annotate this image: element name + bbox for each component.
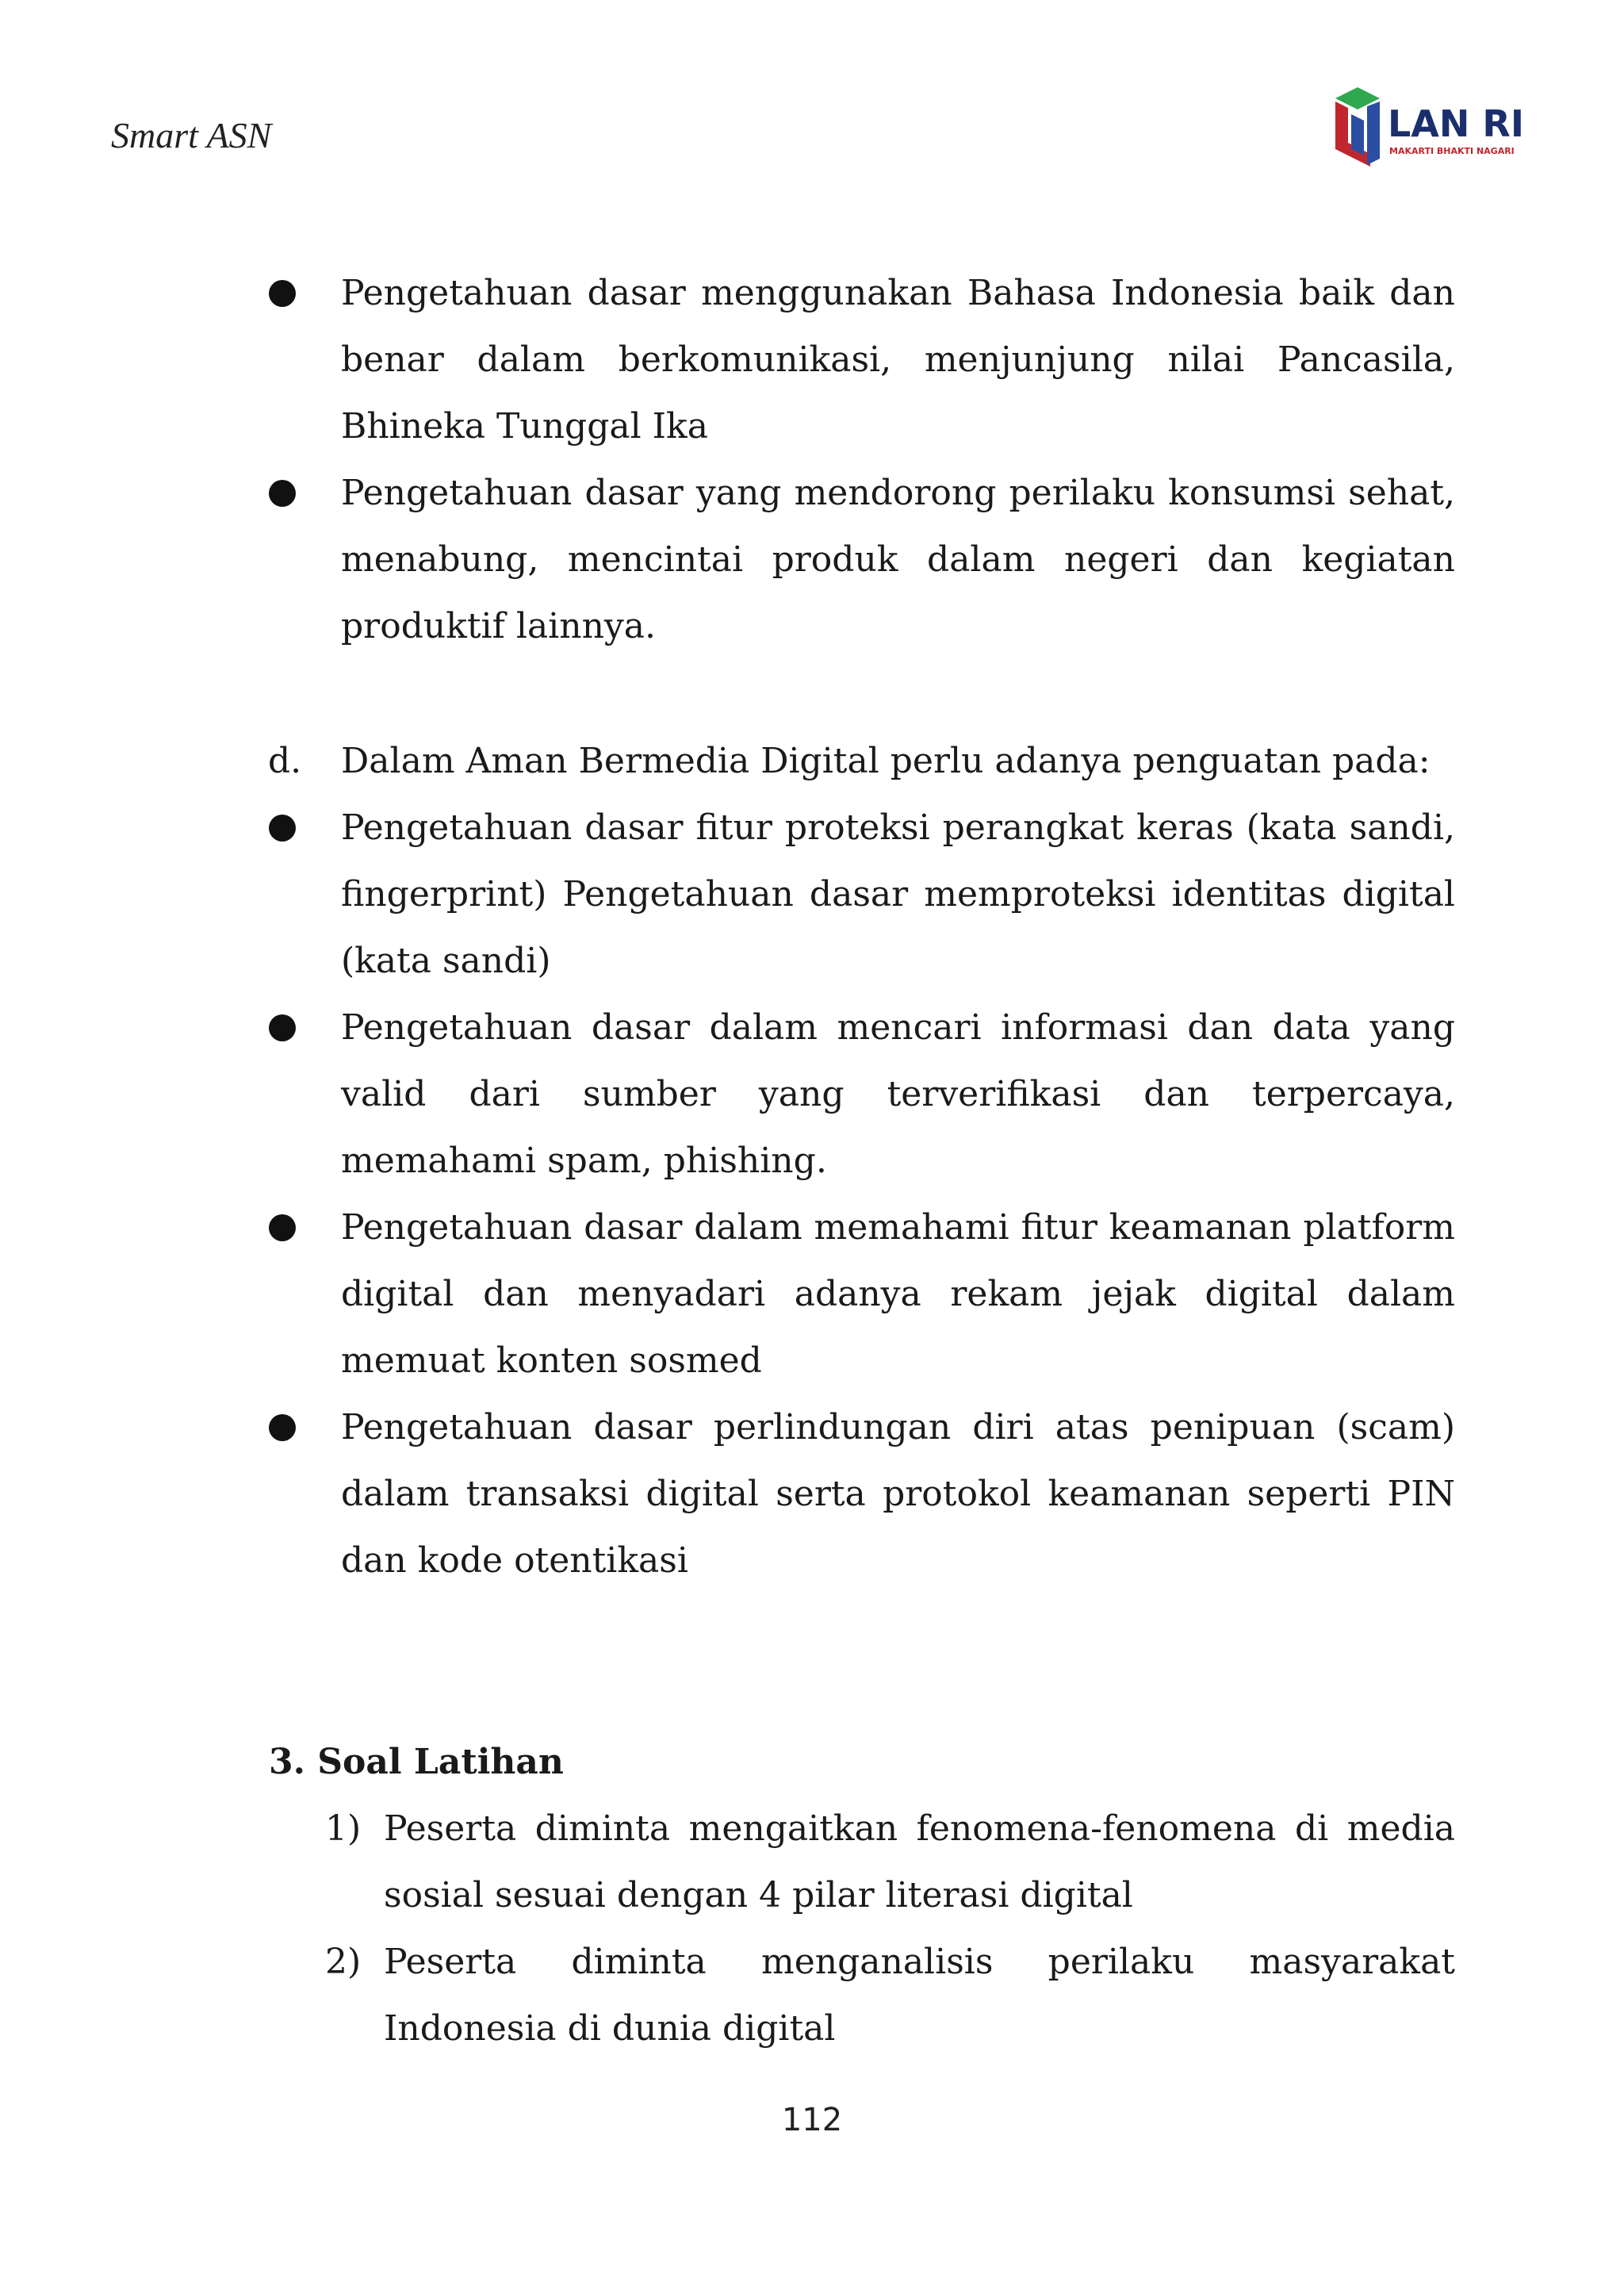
bullet-dot: [269, 480, 296, 507]
logo-tagline: MAKARTI BHAKTI NAGARI: [1389, 146, 1515, 156]
bullet-dot: [269, 1414, 296, 1441]
bullet-dot: [269, 1214, 296, 1241]
logo-right-face: [1367, 102, 1380, 165]
section-heading: 3. Soal Latihan: [269, 1742, 564, 1782]
bullet-dot: [269, 1014, 296, 1041]
item-number: 1): [325, 1808, 362, 1849]
page-number: 112: [781, 2102, 843, 2138]
list-item: Pengetahuan dasar fitur proteksi perangkat keras (kata sandi, fingerprint) Pengetahuan dasar memproteksi identitas digital (kata sandi): [341, 807, 1455, 981]
list-item: Peserta diminta mengaitkan fenomena-fenomena di media sosial sesuai dengan 4 pilar literasi digital: [384, 1808, 1455, 1915]
bullet-dot: [269, 280, 296, 307]
list-item: Peserta diminta menganalisis perilaku masyarakat Indonesia di dunia digital: [384, 1942, 1455, 2049]
list-item: Pengetahuan dasar dalam mencari informasi dan data yang valid dari sumber yang terverifikasi dan terpercaya, memahami spam, phishing.: [341, 1007, 1455, 1181]
bullet-dot: [269, 815, 296, 842]
logo-n-stroke: [1351, 114, 1364, 155]
list-item: Pengetahuan dasar yang mendorong perilaku konsumsi sehat, menabung, mencintai produk dalam negeri dan kegiatan produktif lainnya.: [341, 473, 1455, 646]
section-marker: d.: [268, 741, 302, 781]
item-number: 2): [325, 1942, 362, 1982]
list-item: Pengetahuan dasar menggunakan Bahasa Indonesia baik dan benar dalam berkomunikasi, menjunjung nilai Pancasila, Bhineka Tunggal Ika: [341, 273, 1455, 447]
list-item: Pengetahuan dasar dalam memahami fitur keamanan platform digital dan menyadari adanya rekam jejak digital dalam memuat konten sosmed: [341, 1207, 1455, 1381]
section-intro: Dalam Aman Bermedia Digital perlu adanya penguatan pada:: [341, 741, 1431, 781]
logo-wordmark: LAN RI: [1388, 102, 1524, 145]
logo-left-face: [1335, 102, 1348, 155]
lan-ri-logo: [1331, 82, 1553, 178]
running-title: Smart ASN: [111, 115, 272, 155]
list-item: Pengetahuan dasar perlindungan diri atas penipuan (scam) dalam transaksi digital serta protokol keamanan seperti PIN dan kode otentikasi: [341, 1407, 1455, 1581]
